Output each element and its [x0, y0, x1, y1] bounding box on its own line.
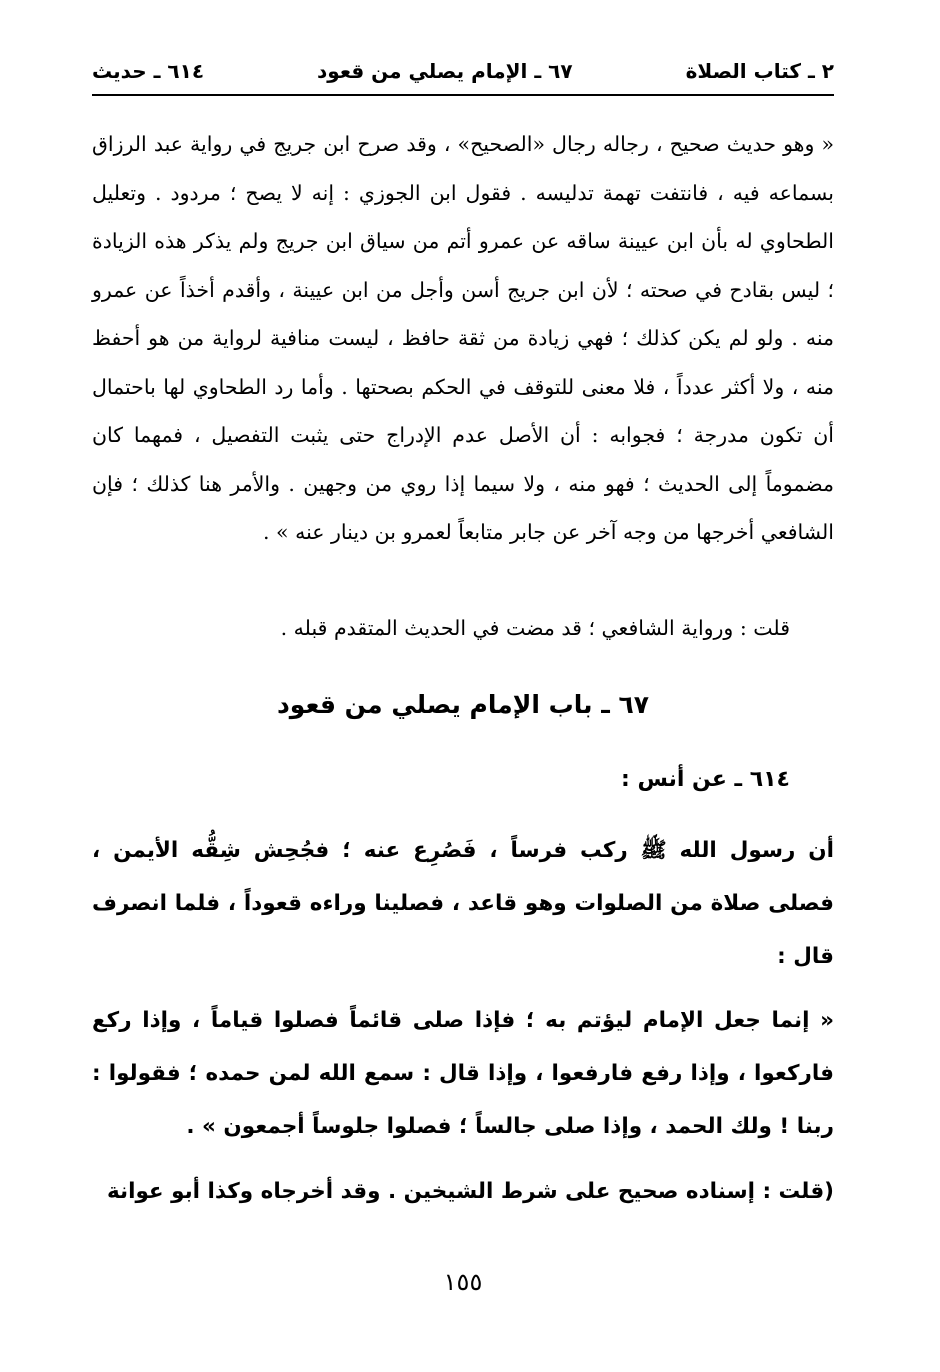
- hadith-quote: « إنما جعل الإمام ليؤتم به ؛ فإذا صلى قائماً فصلوا قياماً ، وإذا ركع فاركعوا ، وإذا رفع فارفعوا ، وإذا قال : سمع الله لمن حمده ؛ فقولوا : ربنا ! ولك الحمد ، وإذا صلى جالساً ؛ فصلوا جلوساً أجمعون » .: [92, 1008, 834, 1139]
- commentary-paragraph: « وهو حديث صحيح ، رجاله رجال «الصحيح» ، وقد صرح ابن جريج في رواية عبد الرزاق بسماعه فيه ، فانتفت تهمة تدليسه . فقول ابن الجوزي : إنه لا يصح ؛ مردود . وتعليل الطحاوي له بأن ابن عيينة ساقه عن عمرو أتم من سياق ابن جريج ولم يذكر هذه الزيادة ؛ ليس بقادح في صحته ؛ لأن ابن جريج أسن وأجل من ابن عيينة ، وأقدم أخذاً عن عمرو منه . ولو لم يكن كذلك ؛ فهي زيادة من ثقة حافظ ، ليست منافية لرواية من هو أحفظ منه ، ولا أكثر عدداً ، فلا معنى للتوقف في الحكم بصحتها . وأما رد الطحاوي لها باحتمال أن تكون مدرجة ؛ فجوابه : أن الأصل عدم الإدراج حتى يثبت التفصيل ، فمهما كان مضموماً إلى الحديث ؛ فهو منه ، ولا سيما إذا روي من وجهين . والأمر هنا كذلك ؛ فإن الشافعي أخرجها من وجه آخر عن جابر متابعاً لعمرو بن دينار عنه » .: [92, 132, 834, 544]
- chapter-heading: ٦٧ ـ باب الإمام يصلي من قعود: [276, 690, 650, 719]
- running-header: [92, 54, 834, 88]
- hadith-number-heading: ٦١٤ ـ عن أنس :: [621, 767, 790, 792]
- hadith-narration: أن رسول الله ﷺ ركب فرساً ، فَصُرِع عنه ؛ فجُحِش شِقُّه الأيمن ، فصلى صلاة من الصلوات وهو قاعد ، فصلينا وراءه قعوداً ، فلما انصرف قال :: [92, 838, 834, 969]
- header-hadith-number: ٦١٤ ـ حديث: [92, 59, 205, 83]
- author-note: قلت : ورواية الشافعي ؛ قد مضت في الحديث المتقدم قبله .: [280, 616, 790, 640]
- header-divider: [92, 94, 834, 96]
- header-chapter-title: ٦٧ ـ الإمام يصلي من قعود: [317, 59, 573, 83]
- hadith-grading-note: (قلت : إسناده صحيح على شرط الشيخين . وقد أخرجاه وكذا أبو عوانة: [106, 1179, 834, 1204]
- header-book-title: ٢ ـ كتاب الصلاة: [685, 59, 834, 83]
- page-number: ١٥٥: [443, 1268, 483, 1296]
